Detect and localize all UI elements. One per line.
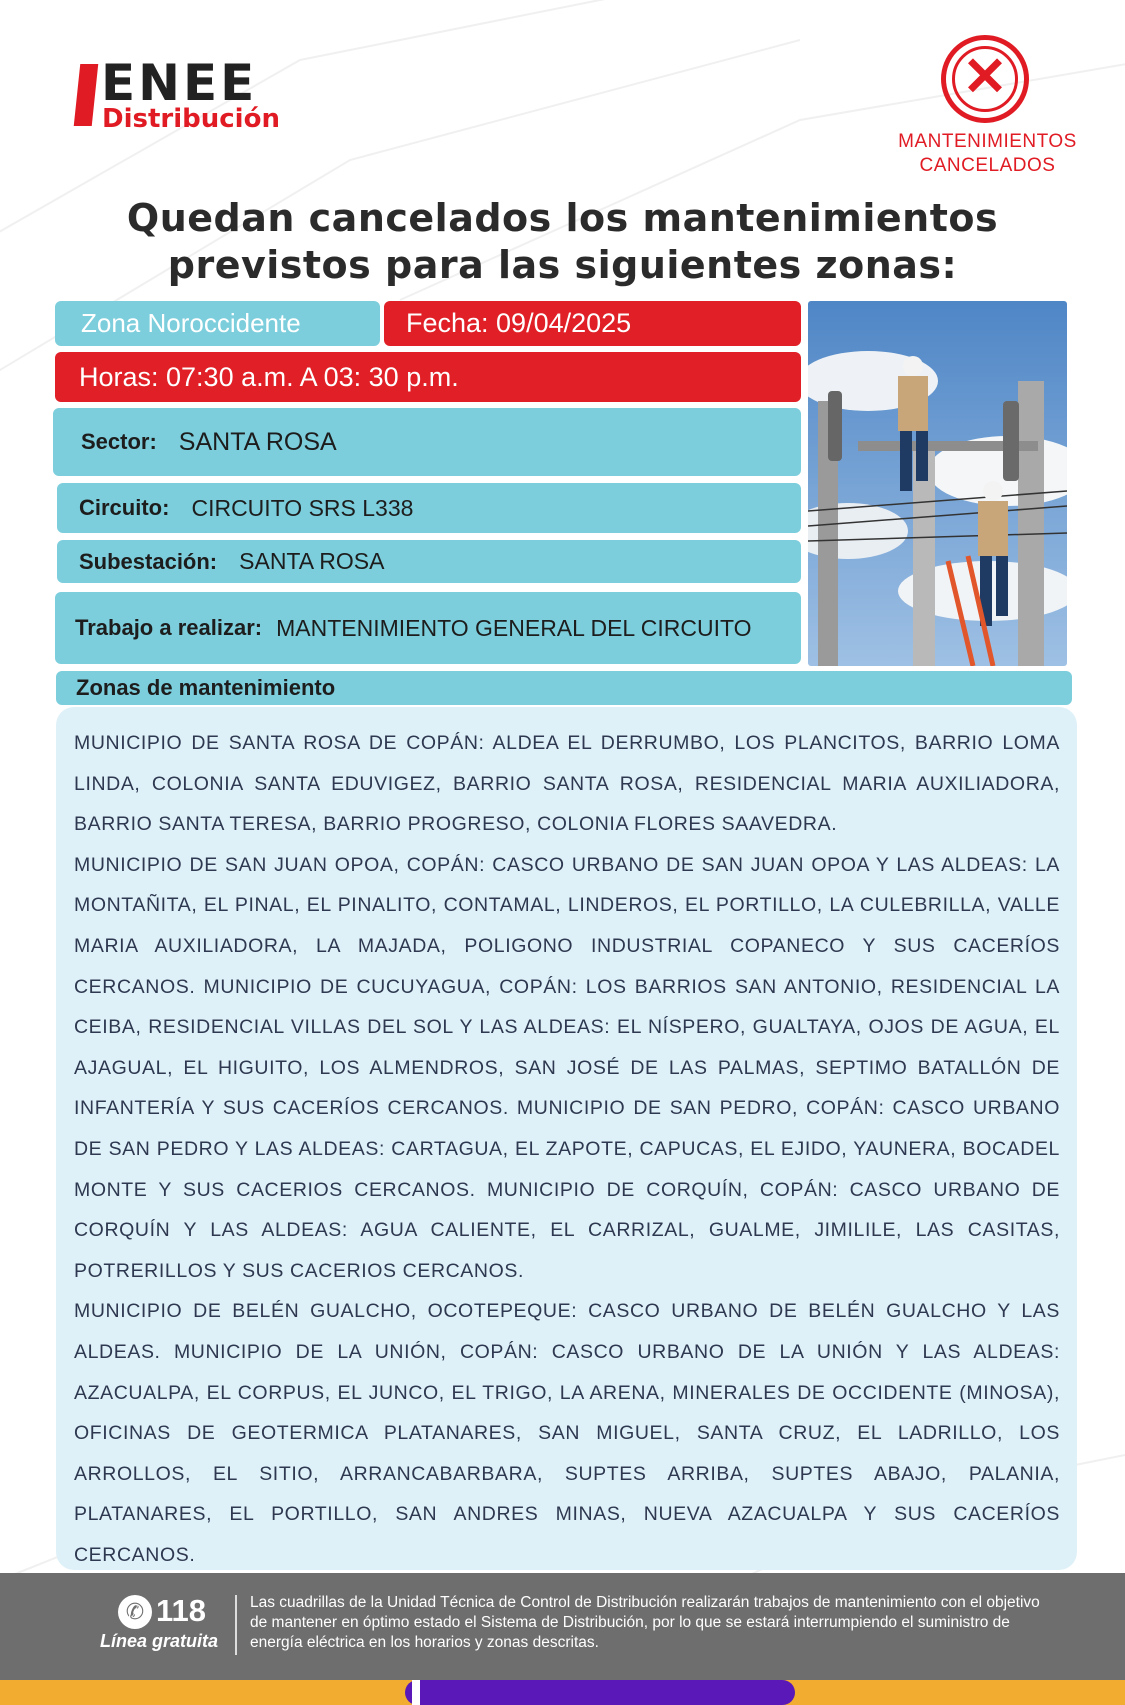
phone-number[interactable] xyxy=(118,1593,206,1629)
sector-row xyxy=(53,408,801,476)
trabajo-value: MANTENIMIENTO GENERAL DEL CIRCUITO xyxy=(276,614,752,641)
trabajo-row xyxy=(55,592,801,664)
badge-line1: MANTENIMIENTOS xyxy=(898,131,1077,152)
enee-logo xyxy=(75,54,305,135)
sector-value: SANTA ROSA xyxy=(178,427,337,456)
badge-line2: CANCELADOS xyxy=(919,155,1056,176)
x-mark-icon: ✕ xyxy=(962,47,1008,107)
zona-label: Zona Noroccidente xyxy=(55,301,380,346)
footer xyxy=(0,1573,1125,1680)
page-headline xyxy=(60,195,1065,289)
headline-line1: Quedan cancelados los mantenimientos xyxy=(126,196,999,240)
headline-line2: previstos para las siguientes zonas: xyxy=(167,243,958,287)
horas-label: Horas: 07:30 a.m. A 03: 30 p.m. xyxy=(55,352,801,402)
zonas-paragraph: MUNICIPIO DE SAN JUAN OPOA, COPÁN: CASCO URBANO DE SAN JUAN OPOA Y LAS ALDEAS: LA MONTAÑITA, EL PINAL, EL PINALITO, CONTAMAL, LINDEROS, EL PORTILLO, LA CULEBRILLA, VALLE MARIA AUXILIADORA, LA MAJADA, POLIGONO INDUSTRIAL COPANECO Y SUS CACERÍOS CERCANOS. MUNICIPIO DE CUCUYAGUA, COPÁN: LOS BARRIOS SAN ANTONIO, RESIDENCIAL LA CEIBA, RESIDENCIAL VILLAS DEL SOL Y LAS ALDEAS: EL NÍSPERO, GUALTAYA, OJOS DE AGUA, EL AJAGUAL, EL HIGUITO, LOS ALMENDROS, SAN JOSÉ DE LAS PALMAS, SEPTIMO BATALLÓN DE INFANTERÍA Y SUS CACERÍOS CERCANOS. MUNICIPIO DE SAN PEDRO, COPÁN: CASCO URBANO DE SAN PEDRO Y LAS ALDEAS: CARTAGUA, EL ZAPOTE, CAPUCAS, EL EJIDO, YAUNERA, BOCADEL MONTE Y SUS CACERIOS CERCANOS. MUNICIPIO DE CORQUÍN, COPÁN: CASCO URBANO DE CORQUÍN Y LAS ALDEAS: AGUA CALIENTE, EL CARRIZAL, GUALME, JIMILILE, LAS CASITAS, POTRERILLOS Y SUS CACERIOS CERCANOS. xyxy=(74,853,1060,1282)
logo-sub-text: Distribución xyxy=(102,104,280,134)
sector-label: Sector: xyxy=(81,429,157,454)
phone-icon: ✆ xyxy=(118,1595,152,1629)
circuito-value: CIRCUITO SRS L338 xyxy=(191,494,414,521)
zonas-paragraph: MUNICIPIO DE BELÉN GUALCHO, OCOTEPEQUE: CASCO URBANO DE BELÉN GUALCHO Y LAS ALDEAS. MUNICIPIO DE LA UNIÓN, COPÁN: CASCO URBANO DE LA UNIÓN Y LAS ALDEAS: AZACUALPA, EL CORPUS, EL JUNCO, EL TRIGO, LA ARENA, MINERALES DE OCCIDENTE (MINOSA), OFICINAS DE GEOTERMICA PLATANARES, SAN MIGUEL, SANTA CRUZ, EL LADRILLO, LOS ARROLLOS, EL SITIO, ARRANCABARBARA, SUPTES ARRIBA, SUPTES ABAJO, PALANIA, PLATANARES, EL PORTILLO, SAN ANDRES MINAS, NUEVA AZACUALPA Y SUS CACERÍOS CERCANOS. xyxy=(74,1300,1060,1566)
zonas-list xyxy=(56,707,1077,1570)
footer-description: Las cuadrillas de la Unidad Técnica de Control de Distribución realizarán trabajos de mantenimiento con el objetivo de mantener en óptimo estado el Sistema de Distribución, por lo que se estará interrumpiendo el suministro de energía eléctrica en los horarios y zonas descritas. xyxy=(250,1594,1040,1651)
phone-number-text[interactable]: 118 xyxy=(156,1593,207,1628)
subestacion-row xyxy=(57,540,801,583)
zonas-paragraph: MUNICIPIO DE SANTA ROSA DE COPÁN: ALDEA EL DERRUMBO, LOS PLANCITOS, BARRIO LOMA LINDA, COLONIA SANTA EDUVIGEZ, BARRIO SANTA ROSA, RESIDENCIAL MARIA AUXILIADORA, BARRIO SANTA TERESA, BARRIO PROGRESO, COLONIA FLORES SAAVEDRA. xyxy=(74,732,1060,836)
logo-bar-mark xyxy=(74,64,99,126)
fecha-label: Fecha: 09/04/2025 xyxy=(384,301,801,346)
footer-bar-purple xyxy=(405,1680,795,1705)
trabajo-label: Trabajo a realizar: xyxy=(75,615,263,640)
lineworkers-photo-illustration xyxy=(808,301,1067,666)
logo-main-text: ENEE xyxy=(101,54,258,112)
footer-bar-separator xyxy=(412,1680,420,1705)
subestacion-label: Subestación: xyxy=(79,548,218,574)
circuito-row xyxy=(57,483,801,533)
cancelled-badge xyxy=(880,35,1095,175)
phone-label: Línea gratuita xyxy=(100,1631,219,1651)
subestacion-value: SANTA ROSA xyxy=(239,548,385,574)
circuito-label: Circuito: xyxy=(79,495,170,520)
footer-divider xyxy=(235,1595,237,1655)
zonas-header: Zonas de mantenimiento xyxy=(56,671,1072,705)
badge-label xyxy=(880,130,1095,178)
lineworkers-photo xyxy=(808,301,1067,666)
